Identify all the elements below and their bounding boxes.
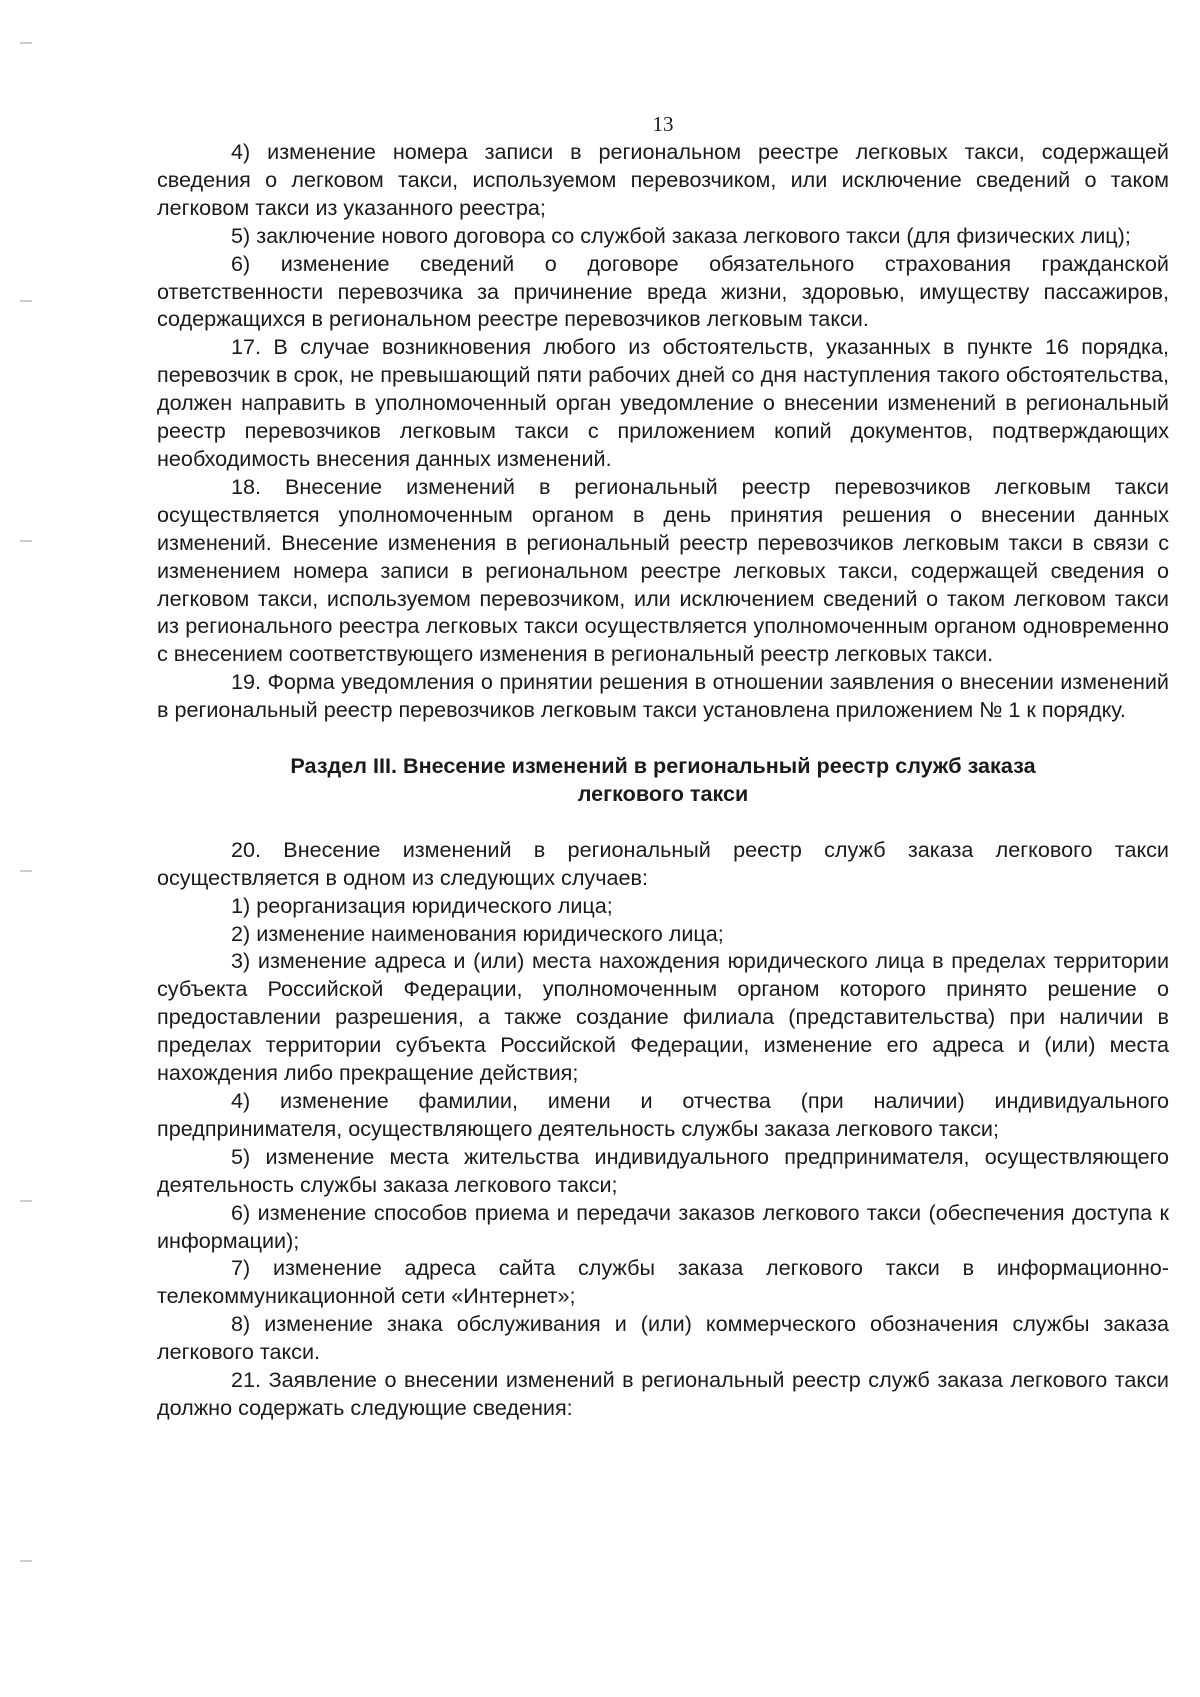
paragraph-case-6: 6) изменение способов приема и передачи заказов легкового такси (обеспечения доступа к информации); [157,1199,1169,1253]
scan-artifact [20,870,32,872]
paragraph-case-2: 2) изменение наименования юридического лица; [231,920,724,946]
paragraph-clause-17: 17. В случае возникновения любого из обстоятельств, указанных в пункте 16 порядка, перевозчик в срок, не превышающий пяти рабочих дней со дня наступления такого обстоятельства, должен направить в уполномоченный орган уведомление о внесении изменений в региональный реестр перевозчиков легковым такси с приложением копий документов, подтверждающих необходимость внесения данных изменений. [157,334,1169,471]
paragraph-case-3: 3) изменение адреса и (или) места нахождения юридического лица в пределах территории субъекта Российской Федерации, уполномоченным органом которого принято решение о предоставлении разрешения, а также создание филиала (представительства) при наличии в пределах территории субъекта Российской Федерации, изменение его адреса и (или) места нахождения либо прекращение действия; [157,948,1169,1086]
scan-artifact [20,540,32,542]
section-heading-line-2: легкового такси [577,780,749,806]
scan-artifact [20,1560,32,1562]
paragraph-clause-20: 20. Внесение изменений в региональный реестр служб заказа легкового такси осуществляется в одном из следующих случаев: [157,836,1169,890]
scan-artifact [20,42,32,44]
document-page [157,112,1169,1422]
paragraph-clause-21: 21. Заявление о внесении изменений в региональный реестр служб заказа легкового такси должно содержать следующие сведения: [157,1367,1169,1420]
paragraph-case-4: 4) изменение фамилии, имени и отчества (при наличии) индивидуального предпринимателя, осуществляющего деятельность службы заказа легкового такси; [157,1088,1169,1141]
paragraph-case-1: 1) реорганизация юридического лица; [231,892,613,918]
paragraph-case-7: 7) изменение адреса сайта службы заказа легкового такси в информационно-телекоммуникационной сети «Интернет»; [157,1255,1169,1309]
scan-artifact [20,300,32,302]
paragraph-item-4: 4) изменение номера записи в региональном реестре легковых такси, содержащей сведения о легковом такси, используемом перевозчиком, или исключение сведений о таком легковом такси из указанного реестра; [157,139,1169,220]
paragraph-clause-19: 19. Форма уведомления о принятии решения в отношении заявления о внесении изменений в региональный реестр перевозчиков легковым такси установлена приложением № 1 к порядку. [157,669,1169,723]
scan-artifact [20,1200,32,1202]
page-number: 13 [652,112,674,136]
section-heading-line-1: Раздел III. Внесение изменений в региональный реестр служб заказа [290,753,1036,779]
section-heading [157,752,1169,808]
paragraph-case-5: 5) изменение места жительства индивидуального предпринимателя, осуществляющего деятельность службы заказа легкового такси; [157,1143,1169,1197]
paragraph-item-6: 6) изменение сведений о договоре обязательного страхования гражданской ответственности перевозчика за причинение вреда жизни, здоровью, имуществу пассажиров, содержащихся в региональном реестре перевозчиков легковым такси. [157,250,1169,332]
paragraph-case-8: 8) изменение знака обслуживания и (или) коммерческого обозначения службы заказа легкового такси. [157,1311,1169,1365]
paragraph-clause-18: 18. Внесение изменений в региональный реестр перевозчиков легковым такси осуществляется уполномоченным органом в день принятия решения о внесении данных изменений. Внесение изменения в региональный реестр перевозчиков легковым такси в связи с изменением номера записи в региональном реестре легковых такси, содержащей сведения о легковом такси, используемом перевозчиком, или исключением сведений о таком легковом такси из регионального реестра легковых такси осуществляется уполномоченным органом одновременно с внесением соответствующего изменения в региональный реестр легковых такси. [157,473,1169,667]
paragraph-item-5: 5) заключение нового договора со службой заказа легкового такси (для физических лиц); [231,222,1131,248]
